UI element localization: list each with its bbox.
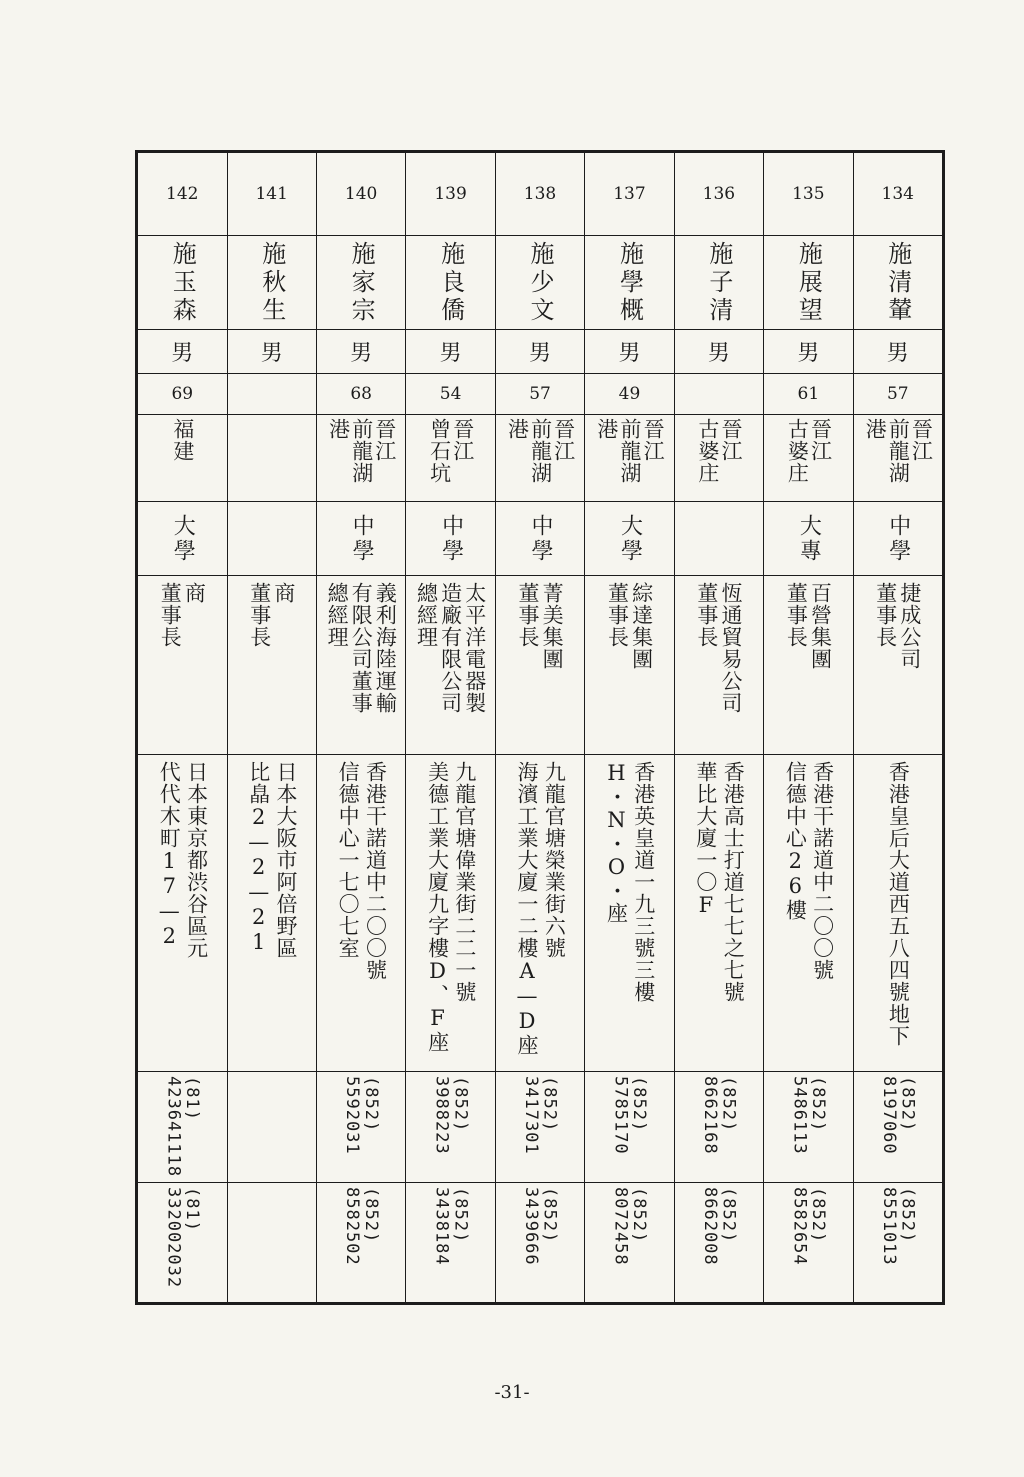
sex-cell	[585, 330, 673, 373]
address: 日本東京都渋谷區元 代代木町17—2	[157, 761, 209, 960]
origin-cell	[764, 415, 852, 502]
telephone-2: (852) 8582502	[342, 1186, 381, 1266]
address: 香港英皇道一九三號三樓 H・N・O・座	[604, 761, 656, 1004]
education-cell	[585, 502, 673, 576]
sex: 男	[439, 341, 462, 367]
record-number: 134	[881, 183, 914, 204]
record-column	[853, 153, 942, 1302]
telephone-2: (852) 8582654	[789, 1186, 829, 1266]
telephone-cell	[228, 1072, 316, 1182]
telephone-cell	[406, 1183, 494, 1302]
age: 68	[350, 383, 372, 404]
address-cell	[854, 755, 942, 1072]
origin-cell	[317, 415, 405, 502]
sex-cell	[228, 330, 316, 373]
telephone-cell	[496, 1183, 584, 1302]
age-cell	[585, 374, 673, 415]
education: 大學	[617, 513, 643, 564]
name-cell	[228, 236, 316, 331]
sex: 男	[171, 341, 194, 367]
record-column	[763, 153, 852, 1302]
telephone-1: (852) 5785170	[610, 1076, 650, 1155]
origin-cell	[854, 415, 942, 502]
record-number-cell	[138, 153, 226, 236]
age: 54	[439, 383, 462, 404]
sex: 男	[618, 341, 641, 367]
page-number: -31-	[494, 1382, 530, 1403]
sex: 男	[260, 341, 283, 367]
record-number: 140	[344, 183, 378, 204]
hometown: 晉江 前龍湖港	[505, 418, 576, 485]
origin-cell	[585, 415, 673, 502]
sex: 男	[707, 341, 730, 367]
hometown: 晉江 古婆庄	[695, 418, 743, 485]
telephone-1: (852) 8197060	[878, 1076, 918, 1155]
record-number-cell	[496, 153, 584, 236]
age: 49	[618, 383, 641, 404]
record-number: 142	[166, 183, 199, 204]
sex-cell	[317, 330, 405, 373]
occupation-cell	[496, 576, 584, 755]
age-cell	[675, 374, 763, 415]
origin-cell	[675, 415, 763, 502]
age-cell	[406, 374, 494, 415]
telephone-cell	[585, 1183, 673, 1302]
record-number: 135	[792, 183, 825, 204]
address: 香港高士打道七七之七號 華比大廈一〇F	[693, 761, 746, 1004]
name-cell	[764, 236, 852, 331]
record-column	[316, 153, 405, 1302]
record-column	[495, 153, 584, 1302]
age: 57	[529, 383, 551, 404]
telephone-cell	[317, 1072, 405, 1182]
origin-cell	[228, 415, 316, 502]
record-number: 137	[613, 183, 646, 204]
occupation: 太平洋電器製 造廠有限公司 總經理	[414, 582, 487, 715]
occupation: 商 董事長	[247, 582, 296, 649]
telephone-cell	[138, 1183, 226, 1302]
person-name: 施展望	[794, 240, 823, 325]
address: 九龍官塘偉業街二二一號 美德工業大廈九字樓D、F座	[425, 761, 477, 1054]
person-name: 施家宗	[347, 240, 376, 325]
telephone-2: (852) 8662008	[699, 1186, 739, 1266]
education: 大專	[796, 513, 822, 564]
age-cell	[228, 374, 316, 415]
record-column	[405, 153, 494, 1302]
address: 香港皇后大道西五八四號地下	[886, 761, 911, 1048]
sex: 男	[886, 341, 909, 367]
telephone-2: (81) 332002032	[163, 1186, 202, 1288]
education: 大學	[170, 513, 196, 564]
hometown: 晉江 前龍湖港	[863, 418, 934, 485]
record-number-cell	[317, 153, 405, 236]
record-column	[674, 153, 763, 1302]
address: 香港干諾道中二〇〇號 信德中心26樓	[783, 761, 835, 982]
person-name: 施少文	[526, 240, 555, 325]
telephone-1: (852) 5486113	[789, 1076, 829, 1155]
register-table	[135, 150, 945, 1305]
origin-cell	[138, 415, 226, 502]
age: 69	[171, 383, 194, 404]
education: 中學	[885, 513, 911, 564]
person-name: 施學概	[615, 240, 644, 325]
sex-cell	[675, 330, 763, 373]
address-cell	[585, 755, 673, 1072]
occupation: 恆通貿易公司 董事長	[694, 582, 744, 715]
telephone-cell	[764, 1183, 852, 1302]
education-cell	[496, 502, 584, 576]
occupation-cell	[585, 576, 673, 755]
address: 日本大阪市阿倍野區 比皛2—2—21	[246, 761, 299, 960]
occupation-cell	[675, 576, 763, 755]
sex: 男	[797, 341, 820, 367]
record-number-cell	[228, 153, 316, 236]
age-cell	[496, 374, 584, 415]
record-number-cell	[675, 153, 763, 236]
telephone-cell	[854, 1072, 942, 1182]
occupation-cell	[138, 576, 226, 755]
record-number-cell	[585, 153, 673, 236]
hometown: 晉江 前龍湖港	[326, 418, 397, 485]
occupation: 義利海陸運輸 有限公司董事 總經理	[325, 582, 398, 715]
education-cell	[317, 502, 405, 576]
sex: 男	[529, 341, 552, 367]
person-name: 施玉森	[168, 240, 197, 325]
hometown: 晉江 古婆庄	[785, 418, 833, 485]
age-cell	[317, 374, 405, 415]
occupation-cell	[317, 576, 405, 755]
age: 61	[797, 383, 820, 404]
occupation: 捷成公司 董事長	[873, 582, 922, 671]
age-cell	[764, 374, 852, 415]
address-cell	[228, 755, 316, 1072]
age: 57	[886, 383, 909, 404]
name-cell	[585, 236, 673, 331]
sex: 男	[350, 341, 373, 367]
occupation-cell	[854, 576, 942, 755]
record-column	[584, 153, 673, 1302]
telephone-cell	[317, 1183, 405, 1302]
telephone-cell	[764, 1072, 852, 1182]
telephone-2: (852) 8551013	[878, 1186, 918, 1266]
telephone-cell	[675, 1072, 763, 1182]
sex-cell	[496, 330, 584, 373]
address-cell	[496, 755, 584, 1072]
telephone-cell	[585, 1072, 673, 1182]
record-number: 136	[702, 183, 736, 204]
address-cell	[317, 755, 405, 1072]
record-number: 141	[255, 183, 288, 204]
record-column	[138, 153, 226, 1302]
person-name: 施良僑	[436, 240, 465, 325]
person-name: 施清輦	[883, 240, 912, 325]
education: 中學	[438, 513, 464, 564]
education-cell	[406, 502, 494, 576]
origin-cell	[496, 415, 584, 502]
record-number-cell	[764, 153, 852, 236]
person-name: 施子清	[704, 240, 733, 325]
address-cell	[764, 755, 852, 1072]
name-cell	[496, 236, 584, 331]
address-cell	[138, 755, 226, 1072]
sex-cell	[764, 330, 852, 373]
hometown: 福建	[170, 418, 195, 463]
occupation-cell	[764, 576, 852, 755]
telephone-1: (852) 8662168	[699, 1076, 739, 1155]
address-cell	[675, 755, 763, 1072]
telephone-1: (852) 5592031	[342, 1076, 381, 1155]
sex-cell	[138, 330, 226, 373]
occupation: 綜達集團 董事長	[605, 582, 654, 671]
telephone-2: (852) 3439666	[521, 1186, 560, 1266]
record-number: 138	[523, 183, 557, 204]
telephone-cell	[675, 1183, 763, 1302]
address: 香港干諾道中二〇〇號 信德中心一七〇七室	[336, 761, 388, 982]
telephone-1: (81) 423641118	[163, 1076, 202, 1178]
education: 中學	[528, 513, 554, 564]
telephone-1: (852) 3417301	[521, 1076, 560, 1155]
telephone-cell	[406, 1072, 494, 1182]
sex-cell	[406, 330, 494, 373]
record-number-cell	[854, 153, 942, 236]
education: 中學	[349, 513, 375, 564]
telephone-cell	[496, 1072, 584, 1182]
age-cell	[854, 374, 942, 415]
hometown: 晉江 曾石坑	[427, 418, 475, 485]
age-cell	[138, 374, 226, 415]
hometown: 晉江 前龍湖港	[594, 418, 666, 485]
name-cell	[138, 236, 226, 331]
address: 九龍官塘榮業街六號 海濱工業大廈一二樓A—D座	[515, 761, 567, 1057]
record-number-cell	[406, 153, 494, 236]
occupation: 百營集團 董事長	[784, 582, 833, 671]
education-cell	[764, 502, 852, 576]
record-number: 139	[434, 183, 467, 204]
name-cell	[317, 236, 405, 331]
telephone-2: (852) 3438184	[431, 1186, 471, 1266]
origin-cell	[406, 415, 494, 502]
telephone-2: (852) 8072458	[610, 1186, 650, 1266]
occupation: 商 董事長	[158, 582, 207, 649]
address-cell	[406, 755, 494, 1072]
education-cell	[138, 502, 226, 576]
telephone-cell	[228, 1183, 316, 1302]
education-cell	[675, 502, 763, 576]
name-cell	[675, 236, 763, 331]
telephone-cell	[854, 1183, 942, 1302]
person-name: 施秋生	[257, 240, 286, 325]
occupation-cell	[406, 576, 494, 755]
education-cell	[228, 502, 316, 576]
occupation: 菁美集團 董事長	[516, 582, 565, 671]
record-column	[227, 153, 316, 1302]
name-cell	[406, 236, 494, 331]
telephone-1: (852) 3988223	[431, 1076, 471, 1155]
name-cell	[854, 236, 942, 331]
telephone-cell	[138, 1072, 226, 1182]
occupation-cell	[228, 576, 316, 755]
education-cell	[854, 502, 942, 576]
sex-cell	[854, 330, 942, 373]
